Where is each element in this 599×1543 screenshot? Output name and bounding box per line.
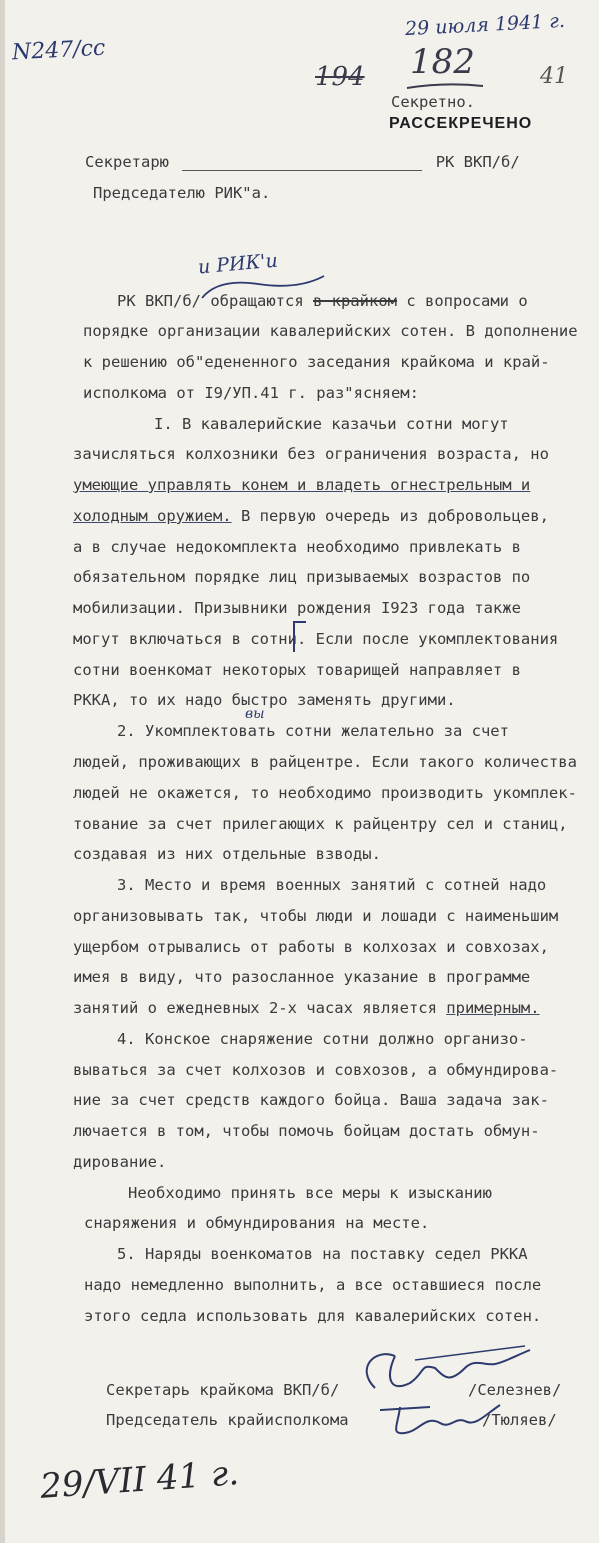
body-line: ущербом отрывались от работы в колхозах и совхозах, bbox=[73, 938, 549, 956]
addressee-chairman: Председателю РИК"а. bbox=[93, 184, 271, 202]
sheet-number-new: 182 bbox=[410, 42, 475, 82]
body-line: порядке организации кавалерийских сотен. В дополнение bbox=[83, 322, 578, 340]
body-line: лючается в том, чтобы помочь бойцам достать обмун- bbox=[73, 1122, 540, 1140]
signatory-1-title: Секретарь крайкома ВКП/б/ bbox=[106, 1381, 340, 1399]
body-line: надо немедленно выполнить, а все оставшиеся после bbox=[84, 1276, 542, 1294]
folio-number: 41 bbox=[540, 64, 568, 89]
body-line: этого седла использовать для кавалерийских сотен. bbox=[84, 1307, 542, 1325]
body-line: РК ВКП/б/ обращаются в крайком с вопросами о bbox=[117, 292, 528, 310]
paragraph-mark bbox=[288, 620, 310, 654]
body-line: 2. Укомплектовать сотни желательно за счет bbox=[117, 722, 509, 740]
body-line: снаряжения и обмундирования на месте. bbox=[84, 1214, 430, 1232]
body-line: холодным оружием. В первую очередь из добровольцев, bbox=[73, 507, 549, 525]
insert-rika: и РИК'и bbox=[197, 249, 279, 279]
body-line: вываться за счет колхозов и совхозов, а обмундирова- bbox=[73, 1061, 559, 1079]
signatory-2-name: /Тюляев/ bbox=[482, 1411, 557, 1429]
body-line: создавая из них отдельные взводы. bbox=[73, 845, 381, 863]
body-line: могут включаться в сотни. Если после укомплектования bbox=[73, 630, 559, 648]
body-line: исполкома от I9/УП.41 г. раз"ясняем: bbox=[83, 384, 419, 402]
body-line: к решению об"едененного заседания крайкома и край- bbox=[83, 353, 550, 371]
body-line: тование за счет прилегающих к райцентру сел и станиц, bbox=[73, 815, 568, 833]
addressee-secretary: Секретарю РК ВКП/б/ bbox=[85, 153, 520, 171]
body-line: РККА, то их надо быстро заменять другими. bbox=[73, 691, 456, 709]
page-edge bbox=[0, 0, 5, 1543]
body-line: людей, проживающих в райцентре. Если такого количества bbox=[73, 753, 577, 771]
body-line: а в случае недокомплекта необходимо привлекать в bbox=[73, 538, 521, 556]
body-line: обязательном порядке лиц призываемых возрастов по bbox=[73, 568, 531, 586]
body-line: занятий о ежедневных 2-х часах является примерным. bbox=[73, 999, 540, 1017]
body-line: Необходимо принять все меры к изысканию bbox=[128, 1184, 492, 1202]
signatory-2-title: Председатель крайисполкома bbox=[106, 1411, 349, 1429]
body-line: I. В кавалерийские казачьи сотни могут bbox=[154, 415, 509, 433]
insert-vy: вы bbox=[245, 706, 265, 722]
declassified-stamp: РАССЕКРЕЧЕНО bbox=[389, 115, 533, 132]
handwritten-date-top: 29 июля 1941 г. bbox=[404, 9, 566, 41]
signatory-1-name: /Селезнев/ bbox=[468, 1381, 562, 1399]
secret-mark: Секретно. bbox=[391, 93, 475, 111]
handwritten-number: N247/сс bbox=[11, 35, 106, 66]
body-line: мобилизации. Призывники рождения I923 года также bbox=[73, 599, 521, 617]
sheet-number-underline bbox=[405, 80, 485, 92]
body-line: 4. Конское снаряжение сотни должно организо- bbox=[117, 1030, 528, 1048]
body-line: зачисляться колхозники без ограничения возраста, но bbox=[73, 445, 549, 463]
sheet-number-old: 194 bbox=[315, 62, 365, 92]
body-line: людей не окажется, то необходимо производить укомплек- bbox=[73, 784, 577, 802]
body-line-underlined: умеющие управлять конем и владеть огнестрельным и bbox=[73, 476, 531, 494]
handwritten-date-bottom: 29/VII 41 г. bbox=[38, 1453, 241, 1507]
body-line: организовывать так, чтобы люди и лошади с наименьшим bbox=[73, 907, 559, 925]
body-line: 5. Наряды военкоматов на поставку седел РККА bbox=[117, 1245, 528, 1263]
body-line: сотни военкомат некоторых товарищей направляет в bbox=[73, 661, 521, 679]
body-line: ние за счет средств каждого бойца. Ваша задача зак- bbox=[73, 1091, 549, 1109]
body-line: дирование. bbox=[73, 1153, 167, 1171]
body-line: имея в виду, что разосланное указание в программе bbox=[73, 968, 531, 986]
body-line: 3. Место и время военных занятий с сотней надо bbox=[117, 876, 547, 894]
signature-2 bbox=[370, 1395, 510, 1445]
